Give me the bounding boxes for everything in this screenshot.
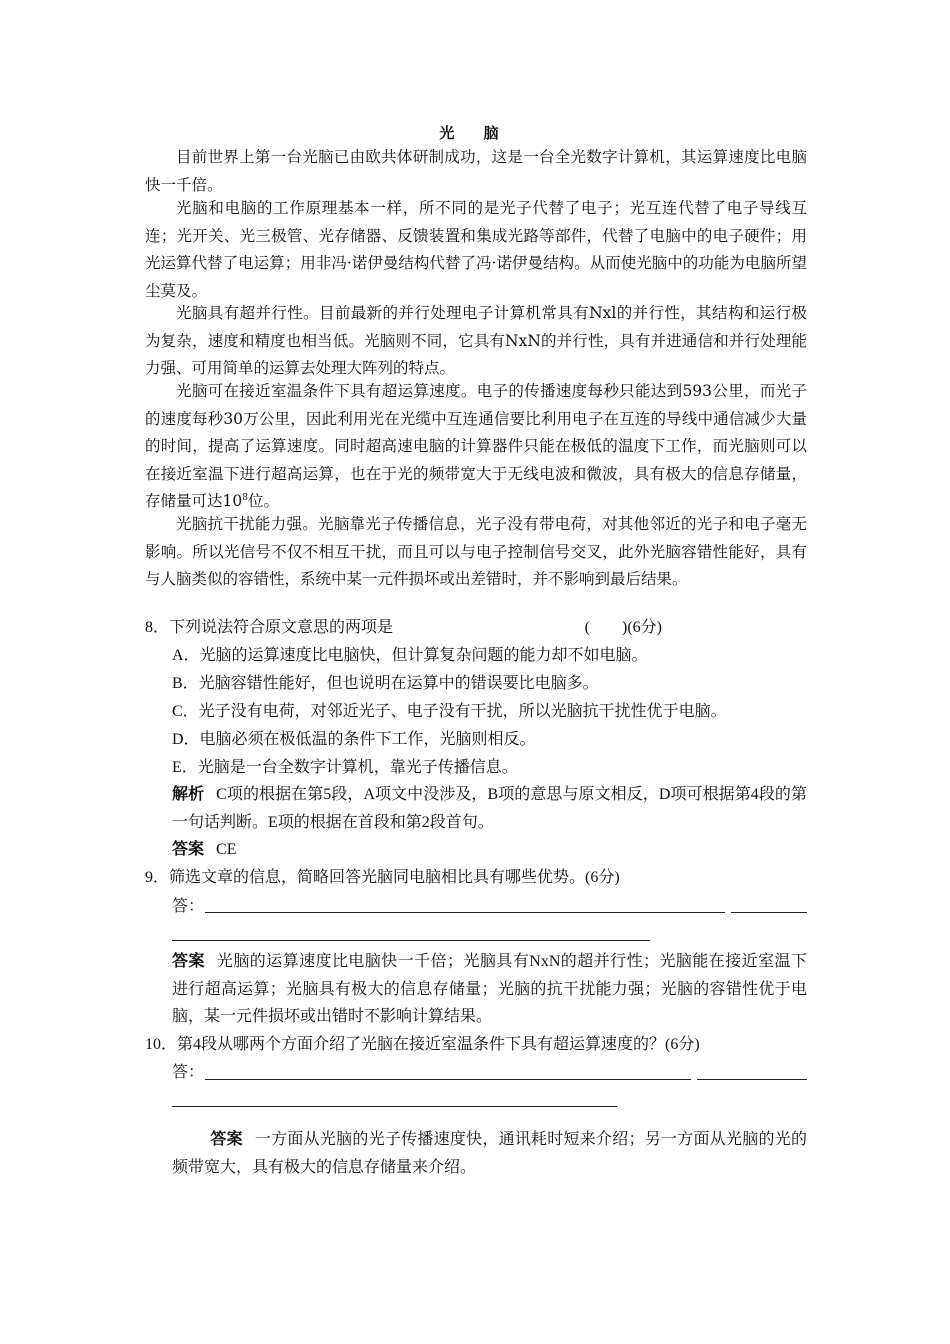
question-9-stem: 9．筛选文章的信息，简略回答光脑同电脑相比具有哪些优势。(6分) [145,869,620,886]
question-8-stem: 8．下列说法符合原文意思的两项是 [145,619,394,636]
question-10-answer [172,1126,807,1181]
paragraph-5: 光脑抗干扰能力强。光脑靠光子传播信息，光子没有带电荷，对其他邻近的光子和电子毫无影响。所以光信号不仅不相互干扰，而且可以与电子控制信号交叉，此外光脑容错性能好，具有与人脑类似的容错性，系统中某一元件损坏或出差错时，并不影响到最后结果。 [145,515,807,588]
question-10-stem: 10．第4段从哪两个方面介绍了光脑在接近室温条件下具有超运算速度的？(6分) [145,1036,700,1053]
question-10-answer-line-1[interactable] [205,1079,691,1080]
answer-label: 答案 [172,953,205,970]
answer-text: 一方面从光脑的光子传播速度快，通讯耗时短来介绍；另一方面从光脑的光的频带宽大，具有极大的信息存储量来介绍。 [172,1131,807,1176]
article-title: 光 脑 [439,124,511,142]
paragraph-2: 光脑和电脑的工作原理基本一样，所不同的是光子代替了电子；光互连代替了电子导线互连；光开关、光三极管、光存储器、反馈装置和集成光路等部件，代替了电脑中的电子硬件；用光运算代替了电运算；用非冯·诺伊曼结构代替了冯·诺伊曼结构。从而使光脑中的功能为电脑所望尘莫及。 [145,199,807,300]
question-8-option-a: A．光脑的运算速度比电脑快，但计算复杂问题的能力却不如电脑。 [172,647,648,664]
question-8 [145,614,807,641]
answer-label: 答案 [172,841,205,858]
question-8-score: ( )(6分) [584,619,662,636]
question-9-answer-line-1[interactable] [205,912,725,913]
answer-text: CE [216,841,237,858]
question-8-option-e: E．光脑是一台全数字计算机，靠光子传播信息。 [172,759,518,776]
paragraph-4-text: 光脑可在接近室温条件下具有超运算速度。电子的传播速度每秒只能达到593公里，而光子的速度每秒30万公里，因此利用光在光缆中互连通信要比利用电子在互连的导线中通信减少大量的时间，提高了运算速度。同时超高速电脑的计算器件只能在极低的温度下工作，而光脑则可以在接近室温下进行超高运算，也在于光的频带宽大于无线电波和微波，具有极大的信息存储量，存储量可达10 [145,382,807,510]
paragraph-1: 目前世界上第一台光脑已由欧共体研制成功，这是一台全光数字计算机，其运算速度比电脑快一千倍。 [145,148,807,194]
question-8-analysis [172,781,807,836]
question-8-option-d: D．电脑必须在极低温的条件下工作，光脑则相反。 [172,731,536,748]
question-8-answer [172,836,807,864]
analysis-text: C项的根据在第5段，A项文中没涉及，B项的意思与原文相反，D项可根据第4段的第一句话判断。E项的根据在首段和第2段首句。 [172,786,807,831]
paragraph-4 [145,378,807,516]
question-9-answer-line-2[interactable] [172,940,650,941]
answer-text: 光脑的运算速度比电脑快一千倍；光脑具有NxN的超并行性；光脑能在接近室温下进行超高运算；光脑具有极大的信息存储量；光脑的抗干扰能力强；光脑的容错性优于电脑，某一元件损坏或出错时不影响计算结果。 [172,953,807,1025]
paragraph-4-exponent: 8 [242,492,248,503]
question-8-option-b: B．光脑容错性能好，但也说明在运算中的错误要比电脑多。 [172,675,599,692]
paragraph-4-tail: 位。 [247,492,279,510]
question-9-answer-line-1b[interactable] [731,912,807,913]
question-10-answer-line-1b[interactable] [697,1079,807,1080]
analysis-label: 解析 [172,786,205,803]
question-10-answer-prefix: 答： [172,1064,205,1081]
answer-label: 答案 [210,1131,243,1148]
question-9-answer-prefix: 答： [172,898,205,915]
question-8-option-c: C．光子没有电荷，对邻近光子、电子没有干扰，所以光脑抗干扰性优于电脑。 [172,703,727,720]
question-9-answer [172,948,807,1031]
paragraph-3: 光脑具有超并行性。目前最新的并行处理电子计算机常具有Nxl的并行性，其结构和运行极为复杂，速度和精度也相当低。光脑则不同，它具有NxN的并行性，具有并进通信和并行处理能力强、可用简单的运算去处理大阵列的特点。 [145,304,807,377]
question-10-answer-line-2[interactable] [172,1106,617,1107]
